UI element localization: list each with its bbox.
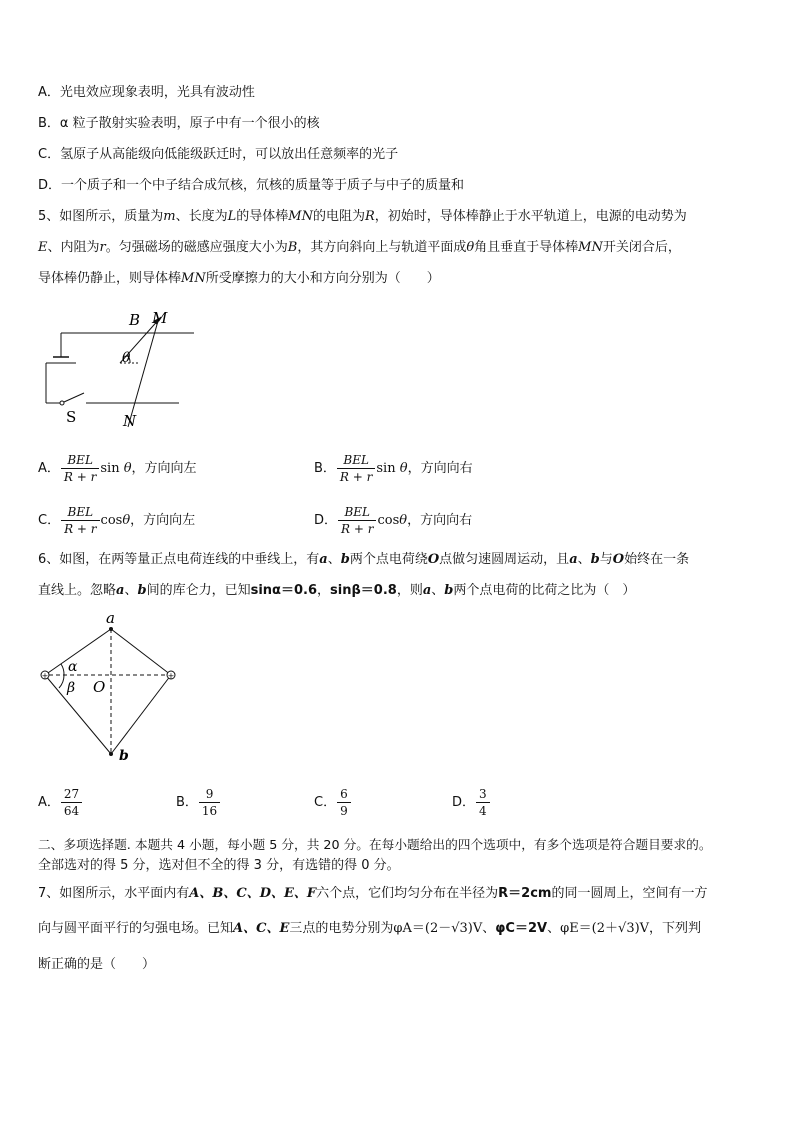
line-a-to-right	[111, 629, 171, 675]
label-s: S	[66, 408, 77, 426]
q6-stem-line1: 6、如图，在两等量正点电荷连线的中垂线上，有a、b两个点电荷绕O点做匀速圆周运动，且a、b与O始终在一条	[38, 552, 690, 567]
plus-sign-left: +	[41, 671, 49, 681]
q5-stem-line1: 5、如图所示，质量为m、长度为L的导体棒MN的电阻为R，初始时，导体棒静止于水平轨道上，电源的电动势为	[38, 209, 687, 224]
q6-option-a: A． $\frac{27}{64}$	[38, 786, 83, 819]
ratio-fraction: $\frac{6}{9}$	[337, 786, 351, 819]
bel-fraction: $\frac{\text{BEL}}{R + r}$	[338, 504, 376, 537]
label-beta: β	[67, 680, 76, 696]
ratio-fraction: $\frac{27}{64}$	[61, 786, 82, 819]
q5-option-c: C． $\frac{\text{BEL}}{R + r}$ cosθ，方向向左	[38, 505, 196, 536]
plus-sign-right: +	[167, 671, 175, 681]
q4-option-a: A．光电效应现象表明，光具有波动性	[38, 85, 255, 100]
q5-option-d: D． $\frac{\text{BEL}}{R + r}$ cosθ，方向向右	[314, 505, 473, 536]
label-b: B	[129, 311, 141, 329]
label-m: M	[152, 309, 168, 327]
switch-pivot	[60, 401, 64, 405]
ratio-fraction: $\frac{3}{4}$	[476, 786, 490, 819]
q6-option-b: B． $\frac{9}{16}$	[176, 786, 221, 819]
q6-charges-figure	[34, 608, 194, 768]
q4-option-b: B．α 粒子散射实验表明，原子中有一个很小的核	[38, 116, 320, 131]
q7-stem-line1: 7、如图所示，水平面内有A、B、C、D、E、F六个点，它们均匀分布在半径为R＝2cm的同一圆周上，空间有一方	[38, 886, 708, 901]
q5-option-a: A． $\frac{\text{BEL}}{R + r}$ sin θ，方向向左	[38, 453, 197, 484]
label-n: N	[123, 412, 137, 430]
section2-heading: 二、多项选择题. 本题共 4 小题，每小题 5 分，共 20 分。在每小题给出的四个选项中，有多个选项是符合题目要求的。	[38, 837, 712, 852]
q6-option-d: D． $\frac{3}{4}$	[452, 786, 491, 819]
bel-fraction: $\frac{\text{BEL}}{R + r}$	[61, 504, 99, 537]
line-left-to-a	[45, 629, 111, 675]
label-o: O	[93, 678, 106, 696]
charge-b-dot	[109, 752, 113, 756]
q6-stem-line2: 直线上。忽略a、b间的库仑力，已知sinα＝0.6，sinβ＝0.8，则a、b两个点电荷的比荷之比为（ ）	[38, 583, 636, 598]
q6-option-c: C． $\frac{6}{9}$	[314, 786, 352, 819]
label-a: a	[106, 609, 115, 627]
switch-blade	[64, 393, 84, 402]
q5-option-b: B． $\frac{\text{BEL}}{R + r}$ sin θ，方向向右	[314, 453, 473, 484]
q5-stem-line2: E、内阻为r。匀强磁场的磁感应强度大小为B，其方向斜向上与轨道平面成θ角且垂直于导体棒MN开关闭合后，	[38, 240, 681, 255]
alpha-arc	[61, 664, 64, 675]
q7-stem-line2: 向与圆平面平行的匀强电场。已知A、C、E三点的电势分别为φA＝(2－√3)V、φC＝2V、φE＝(2＋√3)V，下列判	[38, 921, 702, 936]
bel-fraction: $\frac{\text{BEL}}{R + r}$	[337, 452, 375, 485]
q7-stem-line3: 断正确的是（ ）	[38, 957, 156, 972]
q4-option-d: D．一个质子和一个中子结合成氘核，氘核的质量等于质子与中子的质量和	[38, 178, 465, 193]
line-b-to-right	[111, 675, 171, 754]
ratio-fraction: $\frac{9}{16}$	[199, 786, 220, 819]
section2-scoring: 全部选对的得 5 分，选对但不全的得 3 分，有选错的得 0 分。	[38, 858, 400, 873]
beta-arc	[59, 675, 64, 688]
q4-option-c: C．氢原子从高能级向低能级跃迁时，可以放出任意频率的光子	[38, 147, 399, 162]
q5-stem-line3: 导体棒仍静止，则导体棒MN所受摩擦力的大小和方向分别为（ ）	[38, 271, 440, 286]
label-theta: θ	[122, 350, 131, 366]
charge-a-dot	[109, 627, 113, 631]
q5-circuit-figure	[36, 305, 206, 435]
bel-fraction: $\frac{\text{BEL}}{R + r}$	[61, 452, 99, 485]
label-alpha: α	[68, 659, 78, 675]
label-b: b	[119, 748, 129, 764]
